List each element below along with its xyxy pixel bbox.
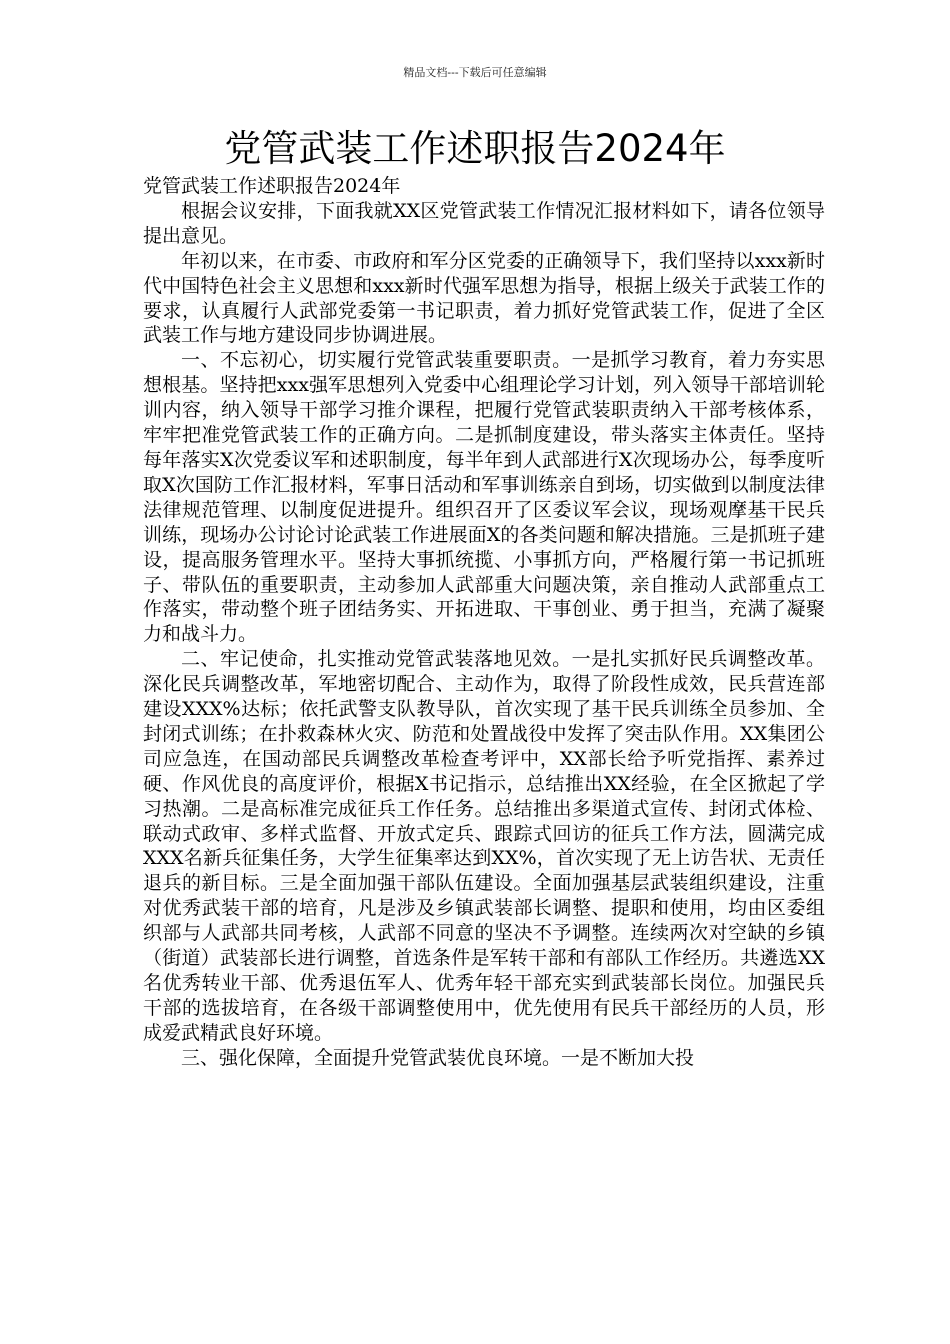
paragraph-overview: 年初以来，在市委、市政府和军分区党委的正确领导下，我们坚持以xxx新时代中国特色社会主义思想和xxx新时代强军思想为指导，根据上级关于武装工作的要求，认真履行人武部党委第一书记职责，着力抓好党管武装工作，促进了全区武装工作与地方建设同步协调进展。: [143, 249, 825, 347]
document-body: [143, 174, 825, 1071]
paragraph-section-3: 三、强化保障，全面提升党管武装优良环境。一是不断加大投: [181, 1046, 695, 1069]
page-title: 党管武装工作述职报告2024年: [224, 127, 726, 170]
paragraph-intro: 根据会议安排，下面我就XX区党管武装工作情况汇报材料如下，请各位领导提出意见。: [143, 199, 825, 247]
paragraph-section-2: 二、牢记使命，扎实推动党管武装落地见效。一是扎实抓好民兵调整改革。深化民兵调整改革，军地密切配合、主动作为，取得了阶段性成效，民兵营连部建设XXX%达标；依托武警支队教导队，首次实现了基干民兵训练全员参加、全封闭式训练；在扑救森林火灾、防范和处置战役中发挥了突击队作用。XX集团公司应急连，在国动部民兵调整改革检查考评中，XX部长给予听党指挥、素养过硬、作风优良的高度评价，根据X书记指示，总结推出XX经验，在全区掀起了学习热潮。二是高标准完成征兵工作任务。总结推出多渠道式宣传、封闭式体检、联动式政审、多样式监督、开放式定兵、跟踪式回访的征兵工作方法，圆满完成XXX名新兵征集任务，大学生征集率达到XX%，首次实现了无上访告状、无责任退兵的新目标。三是全面加强干部队伍建设。全面加强基层武装组织建设，注重对优秀武装干部的培育，凡是涉及乡镇武装部长调整、提职和使用，均由区委组织部与人武部共同考核，人武部不同意的坚决不予调整。连续两次对空缺的乡镇（街道）武装部长进行调整，首选条件是军转干部和有部队工作经历。共遴选XX名优秀转业干部、优秀退伍军人、优秀年轻干部充实到武装部长岗位。加强民兵干部的选拔培育，在各级干部调整使用中，优先使用有民兵干部经历的人员，形成爱武精武良好环境。: [143, 648, 825, 1044]
paragraph-section-1: 一、不忘初心，切实履行党管武装重要职责。一是抓学习教育，着力夯实思想根基。坚持把xxx强军思想列入党委中心组理论学习计划，列入领导干部培训轮训内容，纳入领导干部学习推介课程，把履行党管武装职责纳入干部考核体系，牢牢把准党管武装工作的正确方向。二是抓制度建设，带头落实主体责任。坚持每年落实X次党委议军和述职制度，每半年到人武部进行X次现场办公，每季度听取X次国防工作汇报材料，军事日活动和军事训练亲自到场，切实做到以制度法律法律规范管理、以制度促进提升。组织召开了区委议军会议，现场观摩基干民兵训练，现场办公讨论讨论武装工作进展面X的各类问题和解决措施。三是抓班子建设，提高服务管理水平。坚持大事抓统揽、小事抓方向，严格履行第一书记抓班子、带队伍的重要职责，主动参加人武部重大问题决策，亲自推动人武部重点工作落实，带动整个班子团结务实、开拓进取、干事创业、勇于担当，充满了凝聚力和战斗力。: [143, 349, 825, 646]
header-note: 精品文档---下载后可任意编辑: [403, 66, 547, 79]
subtitle-line: 党管武装工作述职报告2024年: [143, 175, 401, 197]
